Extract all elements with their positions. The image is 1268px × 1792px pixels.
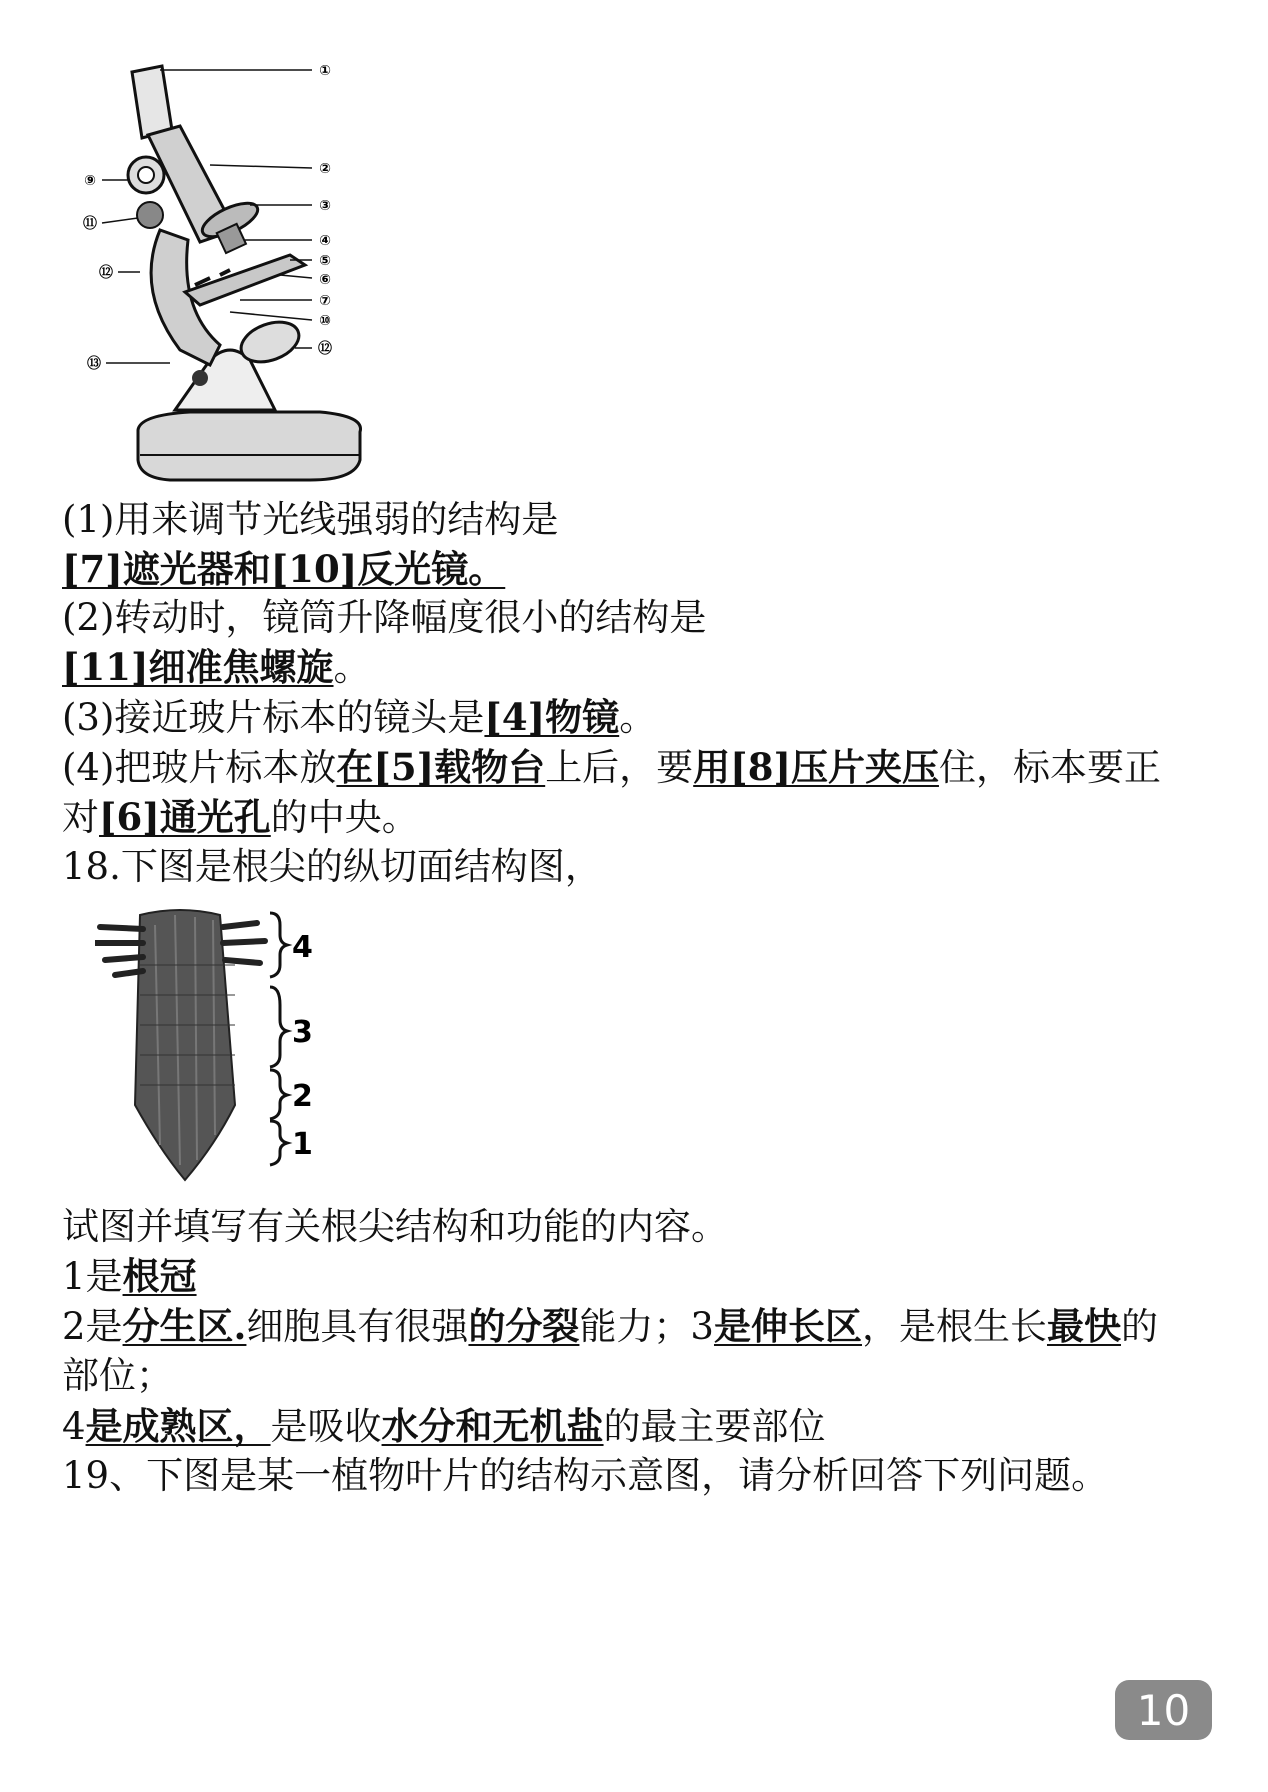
- microscope-label-4: ④: [319, 233, 331, 249]
- microscope-label-1: ①: [319, 63, 331, 79]
- microscope-label-2: ②: [319, 161, 331, 177]
- q17-part4-cont: 对[6]通光孔的中央。: [62, 795, 419, 839]
- q17-part1: (1)用来调节光线强弱的结构是: [62, 498, 559, 541]
- microscope-label-11: ⑪: [83, 216, 97, 232]
- q19-title: 19、下图是某一植物叶片的结构示意图，请分析回答下列问题。: [62, 1454, 1109, 1497]
- microscope-label-6: ⑥: [319, 272, 331, 288]
- q18-answer-1: 1是根冠: [62, 1254, 197, 1298]
- root-zone-label-4: 4: [292, 930, 313, 965]
- microscope-label-3: ③: [319, 198, 331, 214]
- q18-answer-4: 4是成熟区，是吸收水分和无机盐的最主要部位: [62, 1404, 826, 1448]
- microscope-label-5: ⑤: [319, 253, 331, 269]
- q17-part2: (2)转动时，镜筒升降幅度很小的结构是: [62, 596, 707, 639]
- microscope-label-7: ⑦: [319, 293, 331, 309]
- root-zone-label-1: 1: [292, 1127, 313, 1162]
- microscope-label-12r: ⑫: [318, 341, 332, 357]
- page-number-badge: 10: [1115, 1680, 1212, 1740]
- q18-instruction: 试图并填写有关根尖结构和功能的内容。: [62, 1205, 728, 1248]
- q18-title: 18.下图是根尖的纵切面结构图，: [62, 845, 602, 888]
- q18-answer-2: 2是分生区.细胞具有很强的分裂能力；3是伸长区，是根生长最快的: [62, 1304, 1158, 1348]
- root-tip-diagram: [95, 905, 325, 1195]
- microscope-label-13: ⑬: [87, 356, 101, 372]
- q17-part3: (3)接近玻片标本的镜头是[4]物镜。: [62, 695, 657, 739]
- microscope-label-12: ⑫: [99, 265, 113, 281]
- q18-answer-2-cont: 部位；: [62, 1354, 173, 1397]
- microscope-label-9: ⑨: [84, 173, 96, 189]
- q17-part4: (4)把玻片标本放在[5]载物台上后，要用[8]压片夹压住，标本要正: [62, 745, 1161, 789]
- root-zone-label-2: 2: [292, 1079, 313, 1114]
- microscope-diagram: [80, 60, 400, 490]
- q17-part2-answer: [11]细准焦螺旋。: [62, 645, 371, 689]
- microscope-label-10: ⑩: [319, 313, 331, 329]
- root-zone-label-3: 3: [292, 1015, 313, 1050]
- q17-part1-answer: [7]遮光器和[10]反光镜。: [62, 547, 506, 591]
